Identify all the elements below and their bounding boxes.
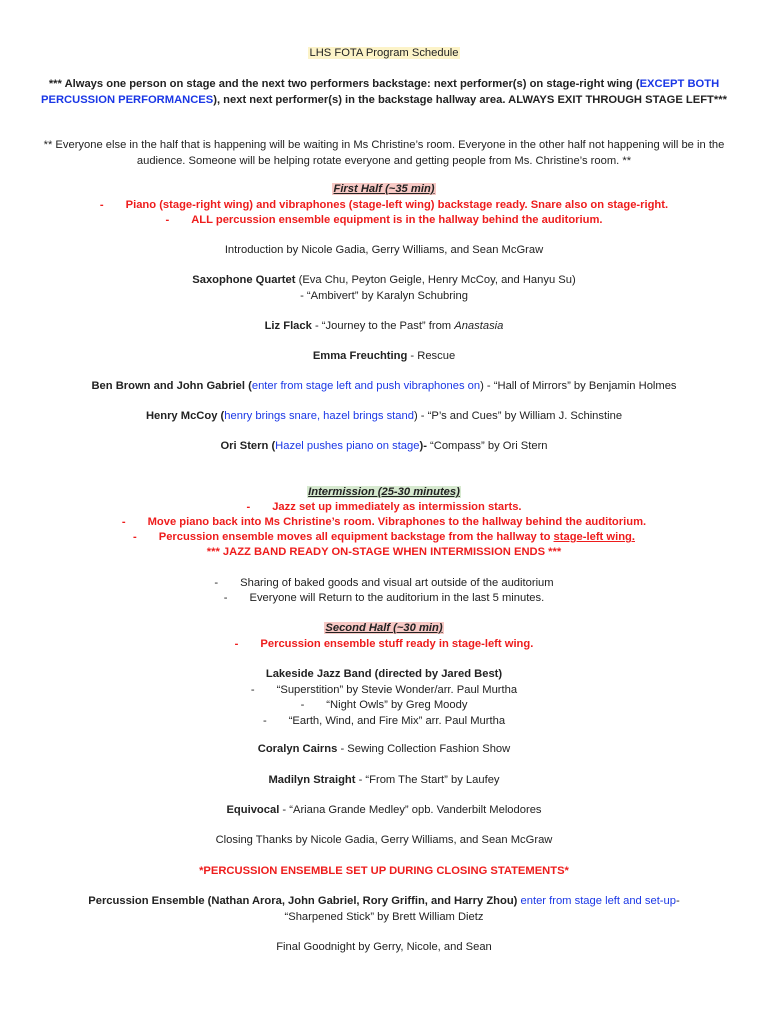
first-half-bullet-text: ALL percussion ensemble equipment is in the hallway behind the auditorium. [191,214,603,226]
bullet-dash: - [133,531,137,543]
act-piece: “Compass” by Ori Stern [426,440,548,452]
doc-title: LHS FOTA Program Schedule [309,47,459,59]
act-name: Lakeside Jazz Band (directed by Jared Best) [265,668,503,680]
bullet-dash: - [234,638,239,650]
act-name: Coralyn Cairns [257,743,338,755]
bullet-dash: - [246,501,251,513]
intermission-bullet [40,500,728,516]
act-name: Liz Flack [264,320,312,332]
act-piece: “Superstition” by Stevie Wonder/arr. Paul Murtha [276,683,518,696]
act-piece: “Sharpened Stick” by Brett William Dietz [284,910,484,923]
intermission-heading: Intermission (25-30 minutes) [308,486,460,498]
intermission-bullet-underlined: stage-left wing. [553,531,635,543]
bullet-dash: - [121,516,126,528]
bullet-dash: - [165,214,170,226]
intermission-bullet-text: Percussion ensemble moves all equipment backstage from the hallway to [158,531,554,543]
bullet-dash: - [250,683,255,696]
intermission-note-text: Sharing of baked goods and visual art outside of the auditorium [240,577,554,589]
act-name: Ori Stern ( [220,440,276,452]
act-piece: - Sewing Collection Fashion Show [337,743,511,755]
act-emma-freuchting [40,349,728,365]
second-half-heading-block [40,621,728,637]
staging-note-part1: *** Always one person on stage and the next two performers backstage: next performer(s) on stage-right wing ( [48,78,640,90]
act-stage-note: Hazel pushes piano on stage [275,440,420,452]
act-stage-note: henry brings snare, hazel brings stand [224,410,414,422]
act-stage-note: enter from stage left and set-up [517,895,676,907]
intermission-bullet-text: Move piano back into Ms Christine’s room. Vibraphones to the hallway behind the auditorium. [147,516,647,528]
audience-note: ** Everyone else in the half that is happening will be waiting in Ms Christine’s room. Everyone in the other half not happening will be in the audience. Someone will be helping rotate everyone and getting people from Ms. Christine’s room. ** [43,139,725,167]
act-members: (Eva Chu, Peyton Geigle, Henry McCoy, and Hanyu Su) [295,274,576,286]
introduction: Introduction by Nicole Gadia, Gerry Williams, and Sean McGraw [224,244,544,256]
act-piece: ) - “P’s and Cues” by William J. Schinstine [413,410,623,422]
intermission-bullet [40,530,728,546]
bullet-dash: - [223,592,228,604]
act-close: )- [419,440,427,452]
closing-thanks: Closing Thanks by Nicole Gadia, Gerry Williams, and Sean McGraw [215,834,553,846]
intermission-note [40,576,728,592]
first-half-heading: First Half (~35 min) [333,183,435,195]
act-piece: - “Ambivert” by Karalyn Schubring [300,289,468,302]
act-ben-brown-john-gabriel [40,379,728,395]
act-piece: “Night Owls” by Greg Moody [326,699,468,711]
act-name: Equivocal [226,804,280,816]
second-half-bullet-text: Percussion ensemble stuff ready in stage-left wing. [260,638,534,650]
staging-note-exception: EXCEPT BOTH PERCUSSION PERFORMANCES [41,78,720,106]
first-half-bullet [40,213,728,229]
act-saxophone-quartet [40,273,728,304]
intermission-note-text: Everyone will Return to the auditorium in the last 5 minutes. [249,592,545,604]
act-name: Emma Freuchting [312,350,408,362]
second-half-heading: Second Half (~30 min) [325,622,443,634]
act-piece: - Rescue [407,350,456,362]
act-name: Madilyn Straight [268,774,356,786]
act-lakeside-jazz-band [40,667,728,729]
bullet-dash: - [214,577,219,589]
act-piece: ) - “Hall of Mirrors” by Benjamin Holmes [480,380,677,392]
final-goodnight: Final Goodnight by Gerry, Nicole, and Sean [276,941,492,953]
intermission-bullet-text: Jazz set up immediately as intermission starts. [272,501,522,513]
act-equivocal [40,803,728,819]
act-piece: - “Ariana Grande Medley” opb. Vanderbilt Melodores [279,804,542,816]
act-piece: “Earth, Wind, and Fire Mix” arr. Paul Murtha [288,714,506,727]
first-half-bullet-text: Piano (stage-right wing) and vibraphones (stage-left wing) backstage ready. Snare also on stage-right. [125,199,669,211]
act-piece: - “From The Start” by Laufey [355,774,500,786]
act-percussion-ensemble [40,894,728,925]
bullet-dash: - [262,714,267,727]
act-piece: - “Journey to the Past” from [311,320,455,332]
bullet-dash: - [300,699,305,711]
intermission-note [40,591,728,607]
staging-note-part2: ), next next performer(s) in the backstage hallway area. ALWAYS EXIT THROUGH STAGE LEFT*** [213,93,727,106]
intermission-heading-block [40,485,728,501]
second-half-bullet [40,637,728,653]
act-madilyn-straight [40,773,728,789]
staging-note [40,77,728,108]
act-show-title: Anastasia [454,320,504,332]
act-liz-flack [40,319,728,335]
act-coralyn-cairns [40,742,728,758]
act-name: Ben Brown and John Gabriel ( [91,380,252,392]
act-name: Henry McCoy ( [145,410,225,422]
act-ori-stern [40,439,728,455]
first-half-bullet [40,198,728,214]
bullet-dash: - [99,199,104,211]
jazz-ready-banner: *** JAZZ BAND READY ON-STAGE WHEN INTERMISSION ENDS *** [206,546,562,558]
first-half-heading-block [40,182,728,198]
act-stage-note: enter from stage left and push vibraphones on [251,380,481,392]
act-dash: - [675,895,680,907]
doc-title-block [40,46,728,62]
percussion-setup-notice: *PERCUSSION ENSEMBLE SET UP DURING CLOSING STATEMENTS* [199,865,569,877]
intermission-bullet [40,515,728,531]
act-name: Saxophone Quartet [192,274,296,286]
act-henry-mccoy [40,409,728,425]
act-name: Percussion Ensemble (Nathan Arora, John Gabriel, Rory Griffin, and Harry Zhou) [88,895,518,907]
